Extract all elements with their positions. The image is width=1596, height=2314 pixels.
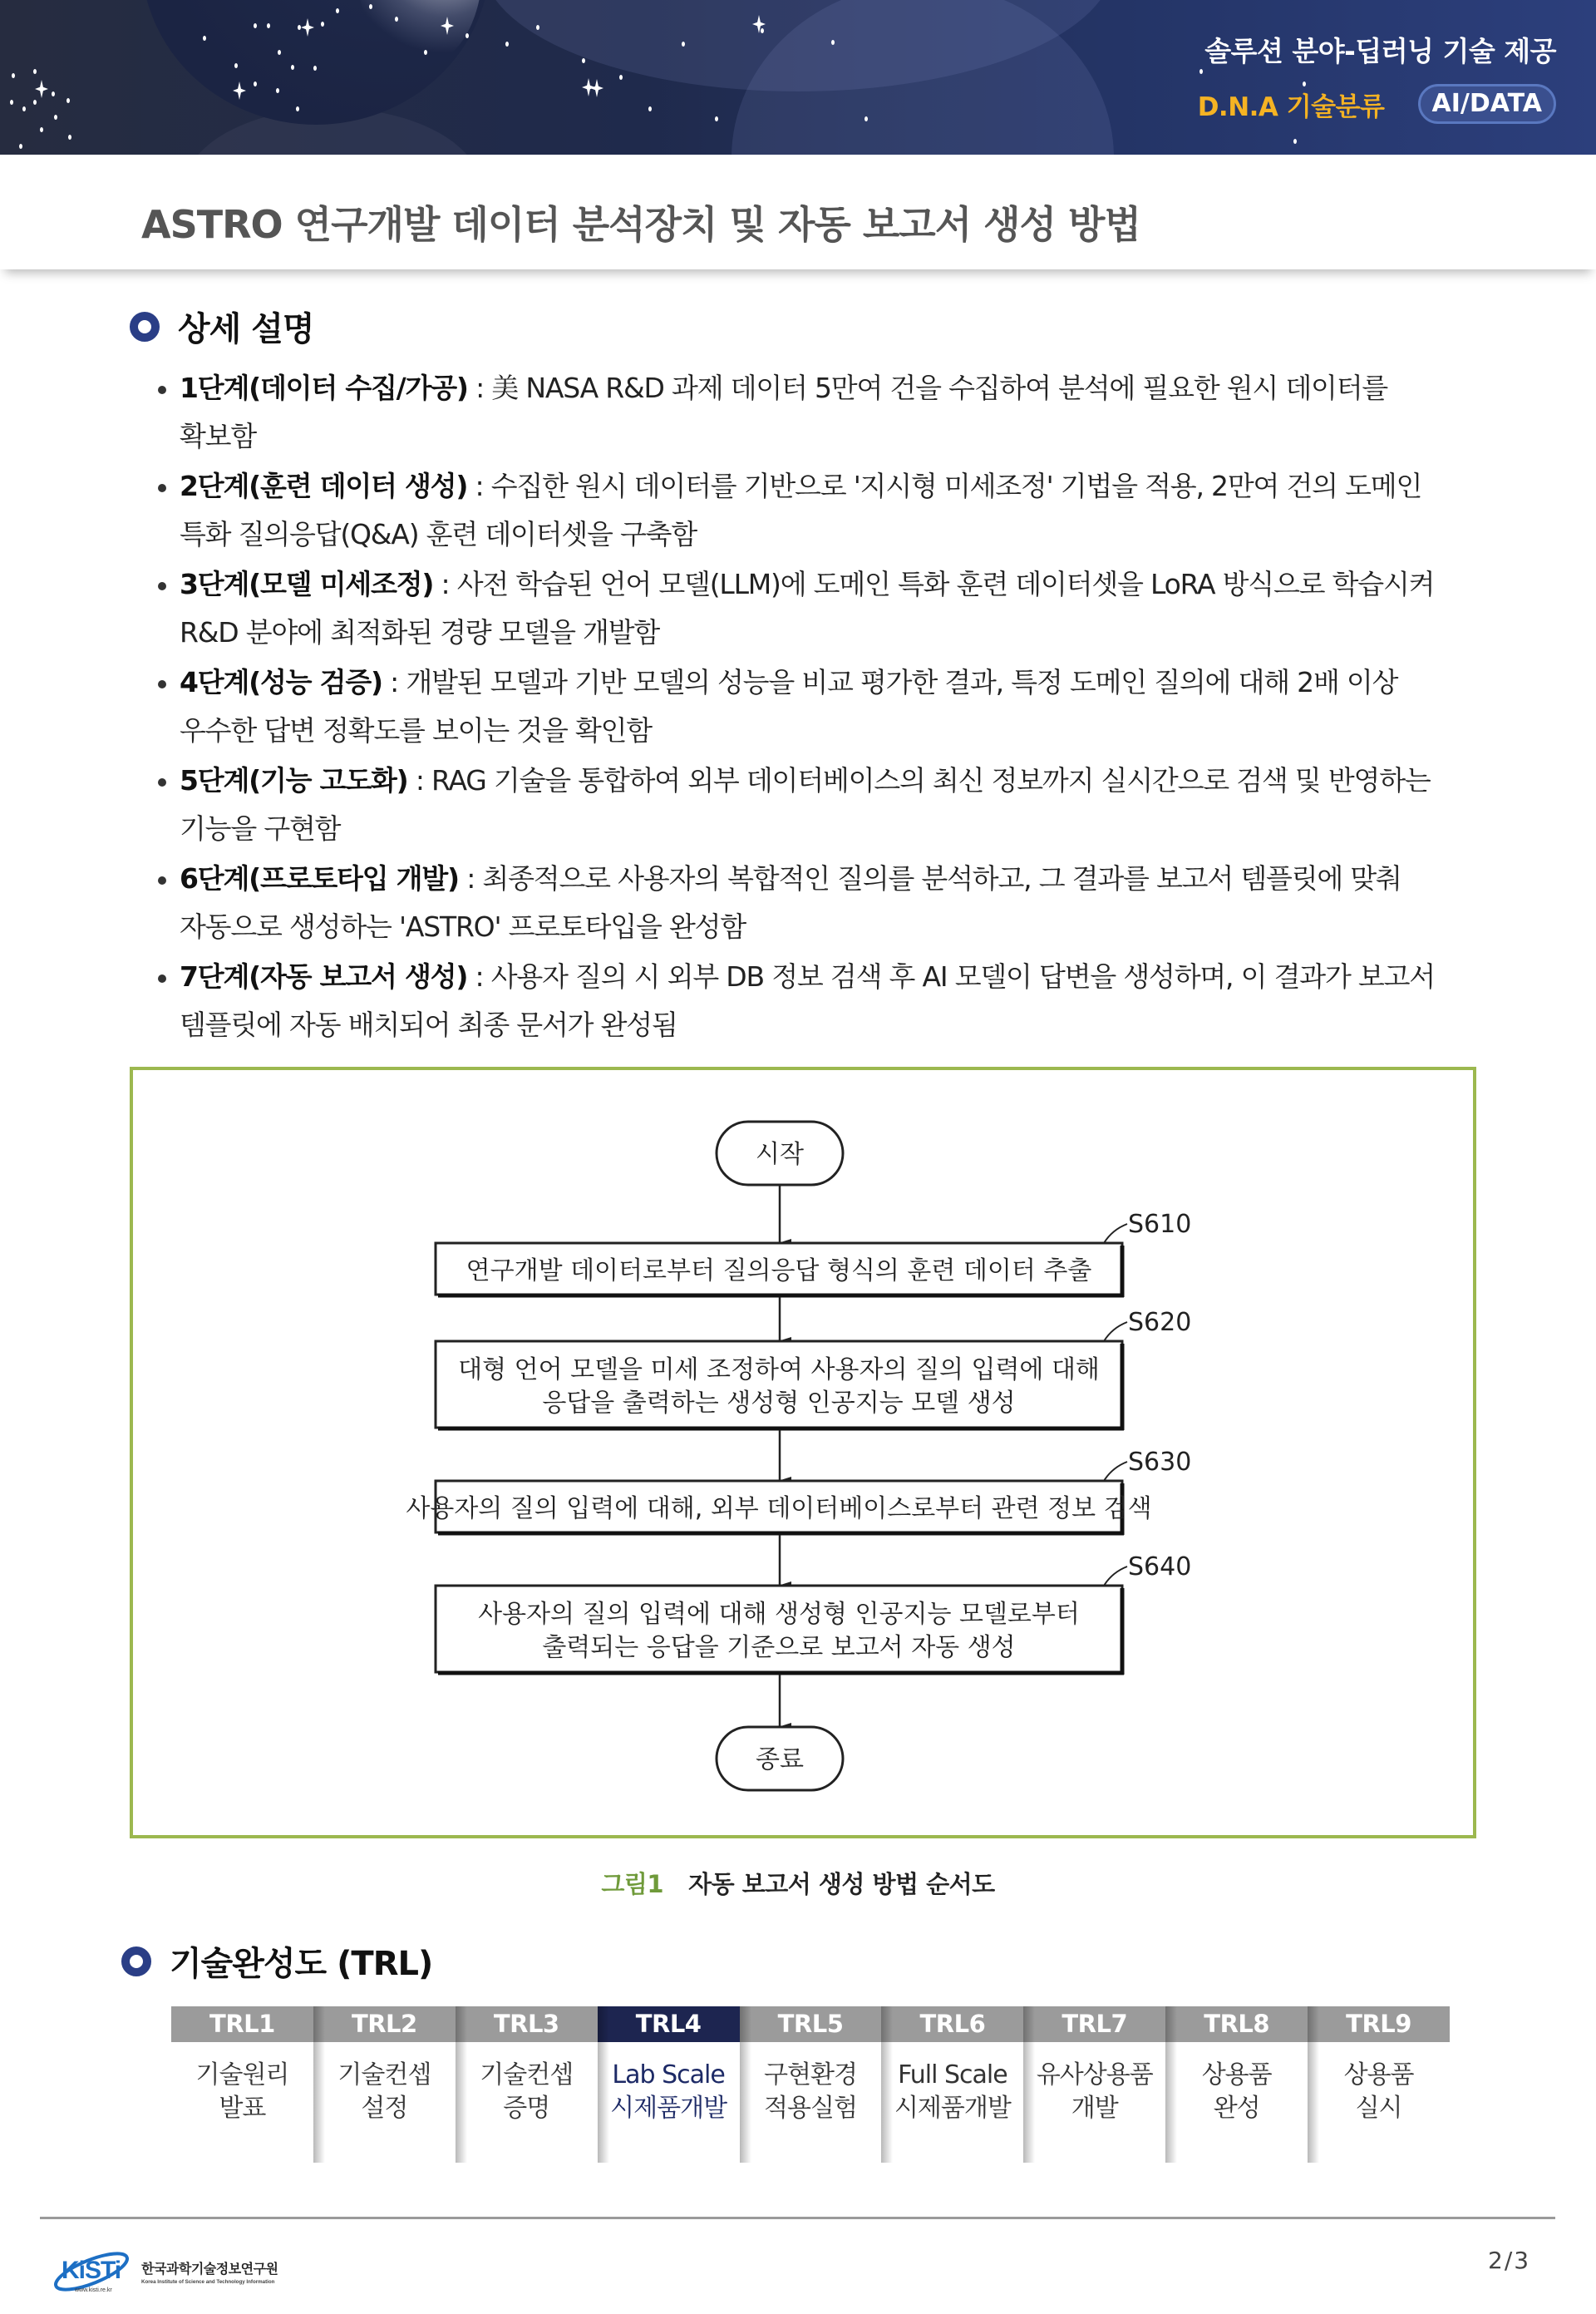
list-item — [155, 364, 1485, 462]
star-icon — [582, 58, 585, 63]
trl-desc: 구현환경 — [764, 2060, 857, 2090]
org-name-ko: 한국과학기술정보연구원 — [141, 2261, 278, 2277]
header-banner — [0, 0, 1596, 155]
dna-classification-label: D.N.A 기술분류 — [1197, 91, 1385, 122]
trl-desc: 기술컨셉 — [480, 2060, 574, 2090]
star-icon — [54, 115, 57, 120]
star-icon — [831, 40, 835, 45]
trl-desc: 기술원리 — [195, 2060, 289, 2090]
step-s620 — [436, 1308, 1191, 1430]
step-text: 대형 언어 모델을 미세 조정하여 사용자의 질의 입력에 대해 — [458, 1355, 1100, 1384]
trl-level-6 — [881, 2006, 1023, 2163]
star-icon — [864, 116, 868, 121]
solution-field: 솔루션 분야-딥러닝 기술 제공 — [1204, 35, 1556, 67]
step-text-continued: 자동으로 생성하는 'ASTRO' 프로토타입을 완성함 — [180, 910, 746, 943]
trl-level-2 — [313, 2006, 456, 2163]
start-label: 시작 — [756, 1140, 804, 1169]
trl-label: TRL6 — [881, 2006, 1023, 2042]
star-icon — [276, 88, 279, 93]
start-terminal — [717, 1122, 843, 1185]
step-text: : 사전 학습된 언어 모델(LLM)에 도메인 특화 훈련 데이터셋을 LoRA 방식으로 학습시켜 — [433, 568, 1435, 600]
star-icon — [68, 135, 71, 140]
bullet-icon — [158, 876, 166, 885]
step-label: 4단계(성능 검증) — [180, 666, 382, 698]
org-name-en: Korea Institute of Science and Technology Information — [141, 2279, 275, 2285]
details-list — [155, 364, 1485, 1051]
star-icon — [52, 91, 55, 96]
star-icon — [33, 69, 37, 74]
step-label: 6단계(프로토타입 개발) — [180, 862, 459, 895]
trl-label: TRL1 — [171, 2006, 313, 2042]
star-icon — [1293, 139, 1297, 144]
star-icon — [254, 23, 257, 28]
trl-label: TRL3 — [456, 2006, 598, 2042]
figure-caption-text: 자동 보고서 생성 방법 순서도 — [688, 1870, 995, 1898]
trl-level-7 — [1023, 2006, 1165, 2163]
trl-desc: 완성 — [1213, 2094, 1260, 2123]
trl-label: TRL4 — [598, 2006, 740, 2042]
star-icon — [33, 100, 37, 105]
star-icon — [203, 36, 206, 41]
star-icon — [291, 65, 294, 70]
sparkle-icon — [590, 79, 603, 97]
star-icon — [369, 4, 372, 9]
step-text: : 수집한 원시 데이터를 기반으로 '지시형 미세조정' 기법을 적용, 2만여 건의 도메인 — [467, 470, 1422, 502]
trl-desc: Full Scale — [898, 2060, 1007, 2090]
footer-divider — [40, 2217, 1555, 2219]
step-text: 사용자의 질의 입력에 대해, 외부 데이터베이스로부터 관련 정보 검색 — [406, 1494, 1152, 1523]
trl-desc: 유사상용품 — [1036, 2060, 1153, 2090]
trl-desc: 실시 — [1355, 2094, 1402, 2123]
section-ring-icon — [130, 312, 160, 342]
step-text: 사용자의 질의 입력에 대해 생성형 인공지능 모델로부터 — [478, 1600, 1080, 1629]
flowchart-diagram — [133, 1070, 1473, 1835]
star-icon — [424, 50, 427, 55]
step-text-continued: 템플릿에 자동 배치되어 최종 문서가 완성됨 — [180, 1009, 677, 1041]
step-label: 1단계(데이터 수집/가공) — [180, 372, 468, 404]
star-icon — [296, 106, 299, 111]
step-id: S610 — [1128, 1210, 1192, 1239]
step-s640 — [436, 1552, 1191, 1675]
trl-level-8 — [1165, 2006, 1308, 2163]
step-id: S640 — [1128, 1552, 1192, 1581]
list-item — [155, 757, 1485, 855]
star-icon — [336, 8, 339, 13]
section-title: 기술완성도 (TRL) — [170, 1945, 433, 1983]
dna-classification-row — [1198, 84, 1556, 124]
step-label: 5단계(기능 고도화) — [180, 764, 408, 797]
trl-desc: 증명 — [503, 2094, 550, 2123]
step-text: : 개발된 모델과 기반 모델의 성능을 비교 평가한 결과, 특정 도메인 질의에 대해 2배 이상 — [382, 666, 1398, 698]
page-number: 2/3 — [1488, 2247, 1531, 2274]
step-text: : 美 NASA R&D 과제 데이터 5만여 건을 수집하여 분석에 필요한 원시 데이터를 — [467, 372, 1388, 404]
star-icon — [19, 144, 22, 149]
logo-url: www.kisti.re.kr — [75, 2287, 112, 2293]
star-icon — [536, 25, 539, 30]
bullet-icon — [158, 484, 166, 492]
trl-desc: 상용품 — [1201, 2060, 1272, 2090]
list-item — [155, 659, 1485, 757]
trl-desc: 개발 — [1071, 2094, 1118, 2123]
bullet-icon — [158, 582, 166, 590]
trl-level-9 — [1308, 2006, 1450, 2163]
trl-label: TRL9 — [1308, 2006, 1450, 2042]
bullet-icon — [158, 778, 166, 787]
star-icon — [254, 81, 257, 86]
trl-desc: 시제품개발 — [610, 2094, 727, 2123]
step-text: 출력되는 응답을 기준으로 보고서 자동 생성 — [542, 1633, 1016, 1662]
step-text-continued: 특화 질의응답(Q&A) 훈련 데이터셋을 구축함 — [180, 518, 697, 550]
details-section-heading — [130, 303, 314, 350]
star-icon — [313, 66, 317, 71]
category-badge: AI/DATA — [1418, 84, 1556, 124]
step-text: : 최종적으로 사용자의 복합적인 질의를 분석하고, 그 결과를 보고서 템플릿에 맞춰 — [458, 862, 1401, 895]
star-icon — [321, 22, 324, 27]
trl-level-3 — [456, 2006, 598, 2163]
trl-desc: 설정 — [361, 2094, 408, 2123]
step-label: 3단계(모델 미세조정) — [180, 568, 434, 600]
step-id: S620 — [1128, 1308, 1192, 1337]
header-info — [1198, 30, 1556, 124]
step-label: 7단계(자동 보고서 생성) — [180, 960, 468, 993]
trl-scale — [171, 2006, 1450, 2163]
sparkle-icon — [35, 80, 48, 98]
end-label: 종료 — [756, 1745, 804, 1774]
star-icon — [761, 28, 764, 33]
trl-level-5 — [740, 2006, 882, 2163]
trl-desc: 기술컨셉 — [337, 2060, 431, 2090]
figure-frame — [130, 1067, 1476, 1838]
trl-desc: Lab Scale — [612, 2060, 725, 2090]
figure-number: 그림1 — [601, 1870, 664, 1898]
step-text: 연구개발 데이터로부터 질의응답 형식의 훈련 데이터 추출 — [466, 1256, 1092, 1285]
trl-label: TRL5 — [740, 2006, 882, 2042]
step-label: 2단계(훈련 데이터 생성) — [180, 470, 468, 502]
list-item — [155, 560, 1485, 659]
title-bar — [0, 155, 1596, 269]
trl-section-heading — [121, 1937, 432, 1985]
star-icon — [234, 63, 238, 68]
star-icon — [715, 116, 718, 121]
star-icon — [466, 33, 469, 38]
step-text-continued: 우수한 답변 정확도를 보이는 것을 확인함 — [180, 714, 652, 747]
trl-label: TRL8 — [1165, 2006, 1308, 2042]
list-item — [155, 855, 1485, 953]
kisti-logo — [52, 2245, 301, 2295]
star-icon — [10, 100, 13, 105]
star-icon — [395, 17, 398, 22]
star-icon — [505, 42, 509, 47]
list-item — [155, 953, 1485, 1051]
star-icon — [619, 75, 623, 80]
step-s610 — [436, 1210, 1191, 1297]
page-title: ASTRO 연구개발 데이터 분석장치 및 자동 보고서 생성 방법 — [141, 202, 1140, 247]
step-text-continued: R&D 분야에 최적화된 경량 모델을 개발함 — [180, 616, 660, 649]
step-text-continued: 기능을 구현함 — [180, 812, 341, 845]
star-icon — [648, 106, 652, 111]
logo-wordmark: KiSTi — [62, 2257, 121, 2284]
step-text-continued: 확보함 — [180, 420, 257, 452]
step-s630 — [406, 1448, 1191, 1535]
trl-label: TRL7 — [1023, 2006, 1165, 2042]
trl-level-1 — [171, 2006, 313, 2163]
star-icon — [22, 106, 26, 111]
end-terminal — [717, 1727, 843, 1790]
section-ring-icon — [121, 1946, 151, 1976]
trl-desc: 상용품 — [1343, 2060, 1414, 2090]
star-icon — [267, 23, 270, 28]
trl-desc: 시제품개발 — [894, 2094, 1011, 2123]
step-text: : 사용자 질의 시 외부 DB 정보 검색 후 AI 모델이 답변을 생성하며, 이 결과가 보고서 — [467, 960, 1435, 993]
figure-caption — [0, 1866, 1596, 1900]
star-icon — [278, 50, 281, 55]
star-icon — [66, 98, 70, 103]
star-icon — [40, 127, 43, 132]
step-text: : RAG 기술을 통합하여 외부 데이터베이스의 최신 정보까지 실시간으로 검색 및 반영하는 — [407, 764, 1431, 797]
bullet-icon — [158, 974, 166, 983]
trl-desc: 발표 — [219, 2094, 266, 2123]
section-title: 상세 설명 — [178, 310, 314, 348]
trl-label: TRL2 — [313, 2006, 456, 2042]
bullet-icon — [158, 680, 166, 688]
step-text: 응답을 출력하는 생성형 인공지능 모델 생성 — [542, 1389, 1016, 1418]
list-item — [155, 462, 1485, 560]
star-icon — [12, 73, 15, 78]
step-id: S630 — [1128, 1448, 1192, 1477]
bullet-icon — [158, 386, 166, 394]
trl-level-4-current — [598, 2006, 740, 2163]
star-icon — [298, 25, 301, 30]
star-icon — [682, 42, 685, 47]
trl-desc: 적용실험 — [764, 2094, 857, 2123]
